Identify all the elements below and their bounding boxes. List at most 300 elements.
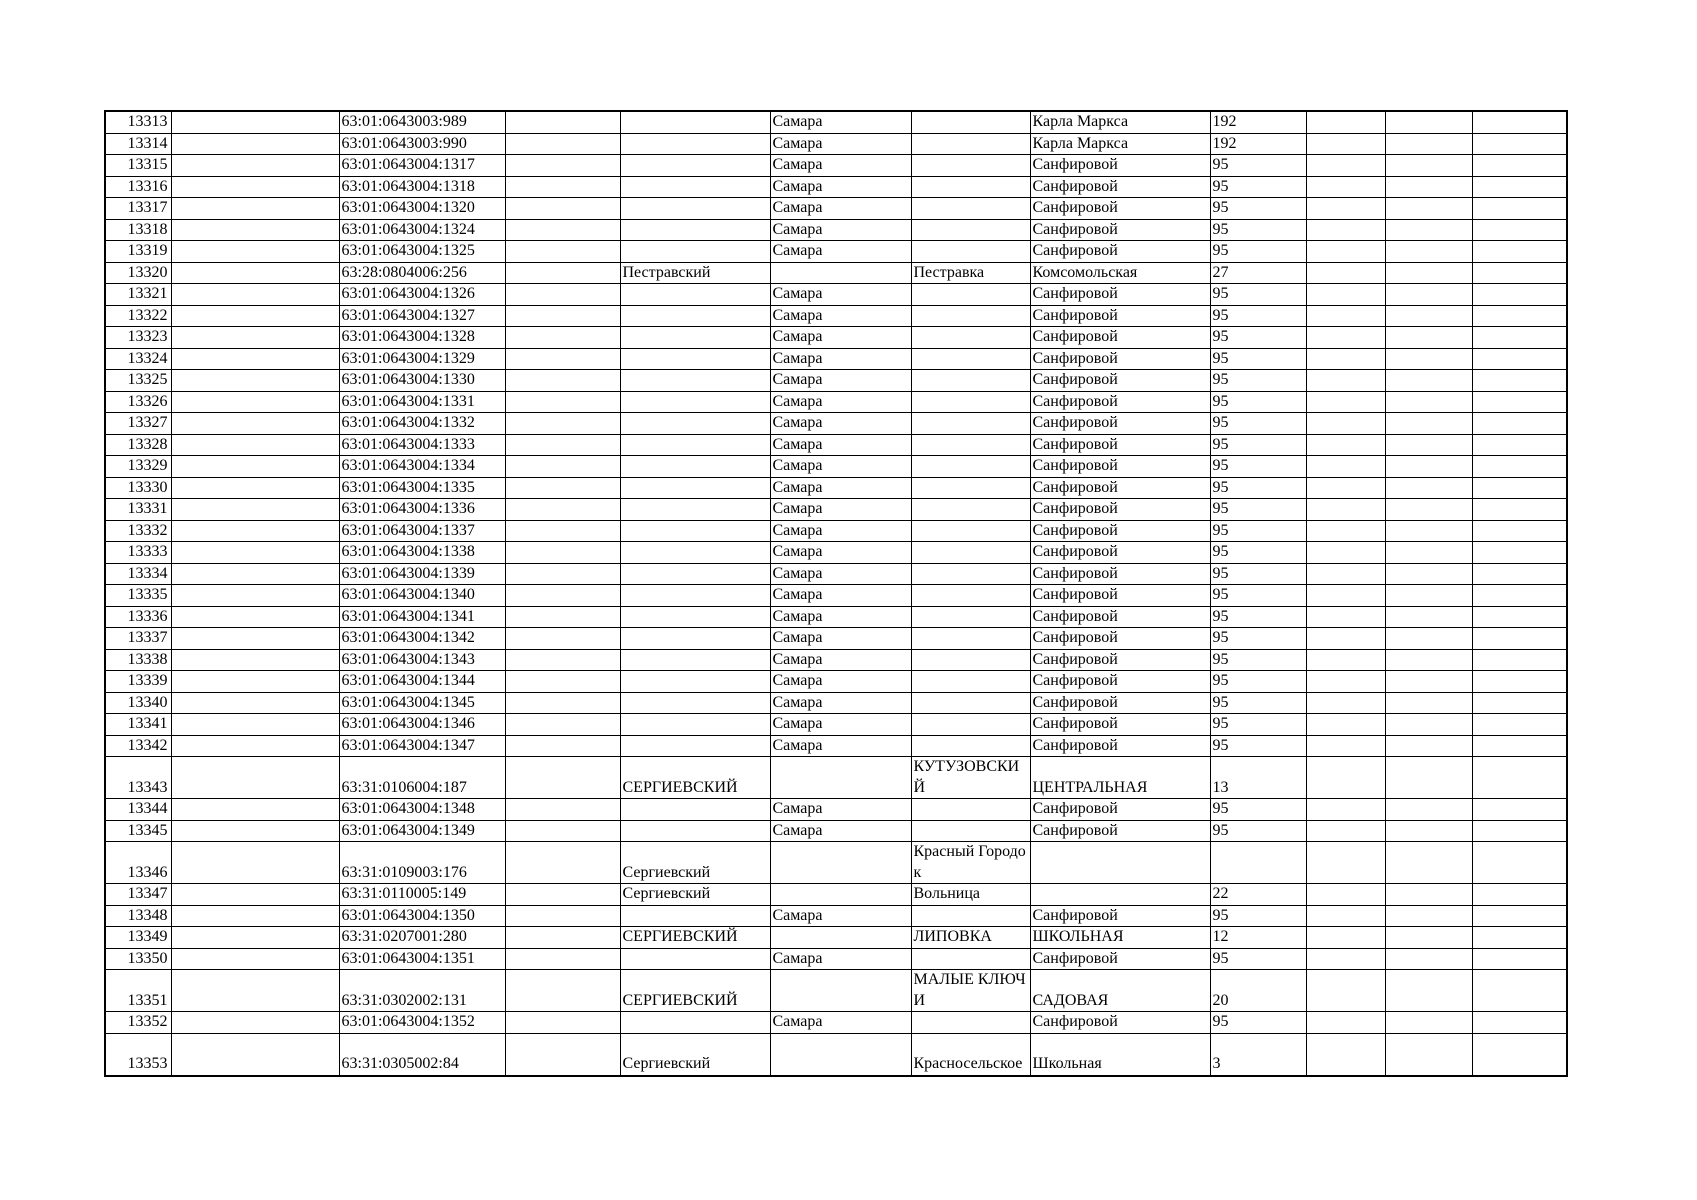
empty-cell (171, 735, 339, 757)
city-name: Самара (770, 391, 911, 413)
row-number: 13324 (105, 348, 171, 370)
empty-cell (1306, 1012, 1385, 1034)
district-name (620, 477, 770, 499)
empty-cell (1306, 133, 1385, 155)
street-name: Санфировой (1030, 799, 1210, 821)
street-name: Санфировой (1030, 905, 1210, 927)
table-row (105, 133, 1567, 155)
street-name: Санфировой (1030, 477, 1210, 499)
table-row (105, 413, 1567, 435)
city-name: Самара (770, 241, 911, 263)
locality-name (911, 198, 1030, 220)
table-row (105, 111, 1567, 133)
locality-name (911, 348, 1030, 370)
empty-cell (171, 520, 339, 542)
empty-cell (171, 499, 339, 521)
house-number: 95 (1210, 477, 1306, 499)
empty-cell (505, 111, 620, 133)
district-name (620, 413, 770, 435)
empty-cell (1472, 198, 1567, 220)
empty-cell (1385, 820, 1472, 842)
house-number: 22 (1210, 884, 1306, 906)
table-row (105, 305, 1567, 327)
cadastral-number: 63:01:0643004:1345 (339, 692, 505, 714)
city-name: Самара (770, 563, 911, 585)
empty-cell (171, 262, 339, 284)
table-row (105, 1033, 1567, 1076)
empty-cell (1385, 413, 1472, 435)
city-name: Самара (770, 370, 911, 392)
locality-name (911, 413, 1030, 435)
empty-cell (505, 692, 620, 714)
empty-cell (171, 606, 339, 628)
empty-cell (1385, 649, 1472, 671)
table-row (105, 757, 1567, 799)
street-name: Санфировой (1030, 241, 1210, 263)
empty-cell (171, 370, 339, 392)
row-number: 13349 (105, 927, 171, 949)
table-row (105, 692, 1567, 714)
locality-name (911, 1012, 1030, 1034)
empty-cell (505, 606, 620, 628)
row-number: 13353 (105, 1033, 171, 1076)
empty-cell (1385, 198, 1472, 220)
empty-cell (505, 905, 620, 927)
table-row (105, 542, 1567, 564)
city-name: Самара (770, 948, 911, 970)
empty-cell (171, 198, 339, 220)
locality-name (911, 692, 1030, 714)
locality-name (911, 585, 1030, 607)
locality-name (911, 219, 1030, 241)
city-name: Самара (770, 1012, 911, 1034)
district-name: СЕРГИЕВСКИЙ (620, 927, 770, 949)
house-number: 12 (1210, 927, 1306, 949)
empty-cell (1472, 434, 1567, 456)
city-name: Самара (770, 477, 911, 499)
empty-cell (1472, 714, 1567, 736)
table-row (105, 606, 1567, 628)
table-row (105, 241, 1567, 263)
city-name (770, 927, 911, 949)
locality-name (911, 370, 1030, 392)
row-number: 13316 (105, 176, 171, 198)
empty-cell (1472, 176, 1567, 198)
city-name: Самара (770, 692, 911, 714)
empty-cell (505, 348, 620, 370)
cadastral-number: 63:01:0643004:1337 (339, 520, 505, 542)
locality-name (911, 820, 1030, 842)
empty-cell (1306, 111, 1385, 133)
empty-cell (1472, 1012, 1567, 1034)
house-number: 95 (1210, 563, 1306, 585)
empty-cell (505, 649, 620, 671)
empty-cell (1472, 671, 1567, 693)
house-number: 95 (1210, 692, 1306, 714)
row-number: 13336 (105, 606, 171, 628)
empty-cell (1306, 799, 1385, 821)
empty-cell (171, 542, 339, 564)
empty-cell (505, 219, 620, 241)
empty-cell (1306, 262, 1385, 284)
district-name (620, 563, 770, 585)
empty-cell (1306, 842, 1385, 884)
empty-cell (1385, 155, 1472, 177)
table-row (105, 927, 1567, 949)
locality-name: МАЛЫЕ КЛЮЧИ (911, 970, 1030, 1012)
house-number: 95 (1210, 305, 1306, 327)
cadastral-number: 63:01:0643004:1349 (339, 820, 505, 842)
empty-cell (171, 305, 339, 327)
table-row (105, 948, 1567, 970)
empty-cell (171, 176, 339, 198)
district-name (620, 305, 770, 327)
cadastral-number: 63:01:0643004:1342 (339, 628, 505, 650)
row-number: 13329 (105, 456, 171, 478)
empty-cell (1306, 434, 1385, 456)
cadastral-number: 63:01:0643004:1325 (339, 241, 505, 263)
empty-cell (171, 348, 339, 370)
row-number: 13347 (105, 884, 171, 906)
empty-cell (1385, 477, 1472, 499)
house-number: 95 (1210, 649, 1306, 671)
empty-cell (1306, 649, 1385, 671)
street-name: Карла Маркса (1030, 111, 1210, 133)
cadastral-number: 63:31:0106004:187 (339, 757, 505, 799)
empty-cell (1472, 649, 1567, 671)
district-name: СЕРГИЕВСКИЙ (620, 970, 770, 1012)
row-number: 13326 (105, 391, 171, 413)
empty-cell (171, 970, 339, 1012)
empty-cell (1385, 606, 1472, 628)
empty-cell (1385, 1012, 1472, 1034)
empty-cell (505, 262, 620, 284)
empty-cell (1306, 884, 1385, 906)
empty-cell (1472, 327, 1567, 349)
house-number: 95 (1210, 284, 1306, 306)
empty-cell (505, 155, 620, 177)
cadastral-number: 63:31:0302002:131 (339, 970, 505, 1012)
district-name (620, 434, 770, 456)
empty-cell (171, 413, 339, 435)
street-name: Санфировой (1030, 413, 1210, 435)
cadastral-number: 63:31:0109003:176 (339, 842, 505, 884)
empty-cell (1472, 735, 1567, 757)
row-number: 13317 (105, 198, 171, 220)
city-name: Самара (770, 520, 911, 542)
empty-cell (505, 799, 620, 821)
street-name: Санфировой (1030, 671, 1210, 693)
empty-cell (171, 241, 339, 263)
locality-name: КУТУЗОВСКИЙ (911, 757, 1030, 799)
empty-cell (1472, 391, 1567, 413)
empty-cell (1385, 948, 1472, 970)
empty-cell (1472, 905, 1567, 927)
house-number: 95 (1210, 348, 1306, 370)
empty-cell (1385, 499, 1472, 521)
district-name (620, 155, 770, 177)
empty-cell (505, 133, 620, 155)
locality-name (911, 563, 1030, 585)
empty-cell (1472, 948, 1567, 970)
city-name (770, 757, 911, 799)
empty-cell (1472, 456, 1567, 478)
locality-name (911, 628, 1030, 650)
street-name: Школьная (1030, 1033, 1210, 1076)
empty-cell (1472, 757, 1567, 799)
street-name: Санфировой (1030, 176, 1210, 198)
city-name: Самара (770, 735, 911, 757)
empty-cell (1306, 413, 1385, 435)
cadastral-number: 63:01:0643004:1346 (339, 714, 505, 736)
empty-cell (171, 219, 339, 241)
city-name: Самара (770, 456, 911, 478)
empty-cell (1306, 585, 1385, 607)
street-name: Санфировой (1030, 692, 1210, 714)
table-row (105, 714, 1567, 736)
empty-cell (1472, 348, 1567, 370)
empty-cell (171, 155, 339, 177)
empty-cell (171, 884, 339, 906)
house-number: 95 (1210, 434, 1306, 456)
table-row (105, 198, 1567, 220)
row-number: 13327 (105, 413, 171, 435)
table-row (105, 970, 1567, 1012)
house-number: 95 (1210, 198, 1306, 220)
empty-cell (1472, 1033, 1567, 1076)
street-name: Санфировой (1030, 585, 1210, 607)
cadastral-number: 63:31:0110005:149 (339, 884, 505, 906)
empty-cell (1472, 262, 1567, 284)
cadastral-number: 63:01:0643004:1352 (339, 1012, 505, 1034)
empty-cell (505, 176, 620, 198)
empty-cell (1385, 391, 1472, 413)
city-name: Самара (770, 585, 911, 607)
row-number: 13337 (105, 628, 171, 650)
empty-cell (171, 284, 339, 306)
cadastral-number: 63:01:0643004:1348 (339, 799, 505, 821)
empty-cell (1385, 628, 1472, 650)
locality-name: Красносельское (911, 1033, 1030, 1076)
row-number: 13351 (105, 970, 171, 1012)
row-number: 13338 (105, 649, 171, 671)
city-name: Самара (770, 413, 911, 435)
cadastral-number: 63:31:0305002:84 (339, 1033, 505, 1076)
locality-name (911, 542, 1030, 564)
empty-cell (1472, 413, 1567, 435)
empty-cell (1385, 970, 1472, 1012)
house-number (1210, 842, 1306, 884)
empty-cell (1306, 905, 1385, 927)
empty-cell (1385, 520, 1472, 542)
house-number: 3 (1210, 1033, 1306, 1076)
locality-name (911, 391, 1030, 413)
table-row (105, 735, 1567, 757)
street-name: Санфировой (1030, 456, 1210, 478)
registry-table (104, 110, 1568, 1077)
cadastral-number: 63:01:0643004:1340 (339, 585, 505, 607)
district-name (620, 606, 770, 628)
street-name: САДОВАЯ (1030, 970, 1210, 1012)
empty-cell (1306, 284, 1385, 306)
district-name (620, 499, 770, 521)
street-name: Санфировой (1030, 348, 1210, 370)
empty-cell (505, 585, 620, 607)
locality-name (911, 241, 1030, 263)
empty-cell (505, 884, 620, 906)
empty-cell (171, 111, 339, 133)
empty-cell (1472, 477, 1567, 499)
street-name: Санфировой (1030, 714, 1210, 736)
district-name (620, 176, 770, 198)
locality-name (911, 434, 1030, 456)
locality-name (911, 133, 1030, 155)
empty-cell (1306, 456, 1385, 478)
empty-cell (505, 284, 620, 306)
cadastral-number: 63:01:0643004:1338 (339, 542, 505, 564)
empty-cell (1306, 499, 1385, 521)
city-name: Самара (770, 628, 911, 650)
empty-cell (1472, 692, 1567, 714)
empty-cell (1385, 842, 1472, 884)
street-name: Комсомольская (1030, 262, 1210, 284)
table-row (105, 1012, 1567, 1034)
street-name: Санфировой (1030, 434, 1210, 456)
empty-cell (1472, 219, 1567, 241)
table-row (105, 499, 1567, 521)
empty-cell (1472, 305, 1567, 327)
empty-cell (171, 327, 339, 349)
city-name: Самара (770, 111, 911, 133)
empty-cell (171, 927, 339, 949)
empty-cell (1385, 1033, 1472, 1076)
row-number: 13318 (105, 219, 171, 241)
cadastral-number: 63:01:0643004:1334 (339, 456, 505, 478)
empty-cell (1306, 606, 1385, 628)
empty-cell (505, 671, 620, 693)
street-name: Санфировой (1030, 155, 1210, 177)
empty-cell (1306, 970, 1385, 1012)
house-number: 95 (1210, 413, 1306, 435)
empty-cell (1306, 542, 1385, 564)
empty-cell (1385, 456, 1472, 478)
street-name: Санфировой (1030, 370, 1210, 392)
table-row (105, 884, 1567, 906)
street-name: Санфировой (1030, 284, 1210, 306)
locality-name (911, 477, 1030, 499)
locality-name (911, 305, 1030, 327)
empty-cell (1385, 262, 1472, 284)
district-name: Сергиевский (620, 1033, 770, 1076)
locality-name (911, 155, 1030, 177)
district-name (620, 391, 770, 413)
city-name: Самара (770, 905, 911, 927)
empty-cell (171, 1012, 339, 1034)
empty-cell (1385, 927, 1472, 949)
row-number: 13333 (105, 542, 171, 564)
table-row (105, 262, 1567, 284)
row-number: 13352 (105, 1012, 171, 1034)
city-name: Самара (770, 606, 911, 628)
empty-cell (1472, 585, 1567, 607)
district-name (620, 133, 770, 155)
street-name: Санфировой (1030, 563, 1210, 585)
city-name: Самара (770, 176, 911, 198)
empty-cell (1472, 563, 1567, 585)
house-number: 13 (1210, 757, 1306, 799)
row-number: 13328 (105, 434, 171, 456)
empty-cell (1306, 305, 1385, 327)
city-name: Самара (770, 198, 911, 220)
empty-cell (1472, 520, 1567, 542)
cadastral-number: 63:01:0643004:1317 (339, 155, 505, 177)
empty-cell (171, 757, 339, 799)
empty-cell (1472, 820, 1567, 842)
row-number: 13342 (105, 735, 171, 757)
locality-name (911, 499, 1030, 521)
empty-cell (171, 456, 339, 478)
empty-cell (1306, 714, 1385, 736)
cadastral-number: 63:01:0643004:1320 (339, 198, 505, 220)
city-name: Самара (770, 133, 911, 155)
street-name: Санфировой (1030, 735, 1210, 757)
empty-cell (1306, 176, 1385, 198)
empty-cell (1306, 757, 1385, 799)
empty-cell (1306, 391, 1385, 413)
empty-cell (171, 905, 339, 927)
house-number: 95 (1210, 585, 1306, 607)
district-name (620, 820, 770, 842)
street-name: Санфировой (1030, 948, 1210, 970)
city-name: Самара (770, 155, 911, 177)
city-name: Самара (770, 649, 911, 671)
district-name: Сергиевский (620, 842, 770, 884)
table-row (105, 628, 1567, 650)
empty-cell (1385, 714, 1472, 736)
empty-cell (1385, 111, 1472, 133)
empty-cell (505, 970, 620, 1012)
city-name: Самара (770, 799, 911, 821)
street-name: Санфировой (1030, 1012, 1210, 1034)
district-name (620, 542, 770, 564)
empty-cell (505, 542, 620, 564)
city-name: Самара (770, 348, 911, 370)
cadastral-number: 63:01:0643004:1329 (339, 348, 505, 370)
district-name (620, 520, 770, 542)
locality-name (911, 111, 1030, 133)
empty-cell (171, 434, 339, 456)
city-name (770, 884, 911, 906)
table-row (105, 671, 1567, 693)
street-name: Санфировой (1030, 628, 1210, 650)
street-name: Санфировой (1030, 198, 1210, 220)
city-name: Самара (770, 542, 911, 564)
empty-cell (1306, 628, 1385, 650)
row-number: 13341 (105, 714, 171, 736)
empty-cell (1472, 133, 1567, 155)
row-number: 13313 (105, 111, 171, 133)
district-name (620, 198, 770, 220)
empty-cell (1385, 905, 1472, 927)
district-name (620, 735, 770, 757)
empty-cell (1385, 563, 1472, 585)
table-row (105, 284, 1567, 306)
empty-cell (1385, 133, 1472, 155)
locality-name (911, 176, 1030, 198)
street-name: Санфировой (1030, 327, 1210, 349)
empty-cell (171, 1033, 339, 1076)
city-name: Самара (770, 714, 911, 736)
